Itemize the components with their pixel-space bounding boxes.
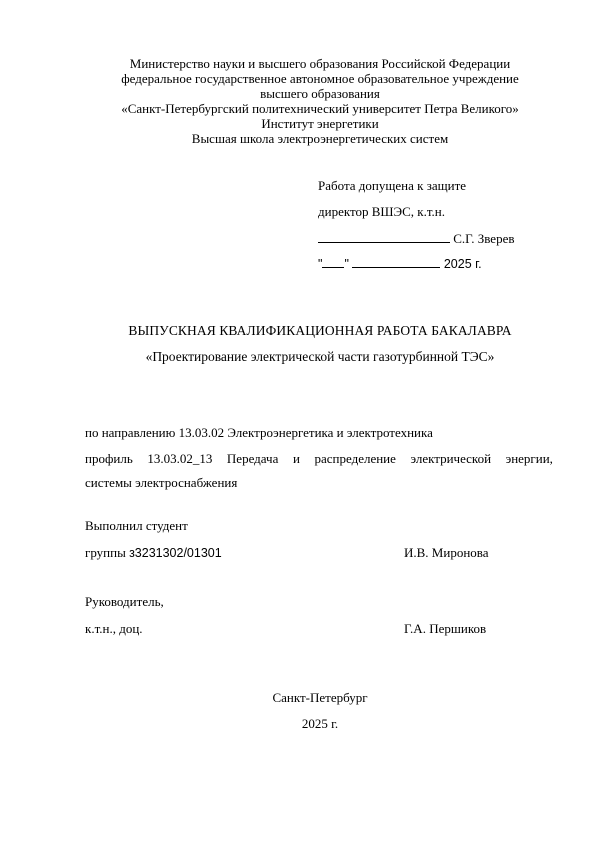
supervisor-degree: к.т.н., доц. <box>85 621 143 636</box>
supervisor-name: Г.А. Першиков <box>404 621 487 636</box>
institute-line: Институт энергетики <box>261 116 379 131</box>
institution-type-line: федеральное государственное автономное образовательное учреждение <box>121 71 519 86</box>
signature-blank-line <box>318 230 450 243</box>
approval-date-row <box>318 255 514 272</box>
student-group-row <box>85 545 553 560</box>
thesis-title-block <box>0 323 595 365</box>
profile-word: 13.03.02_13 <box>147 451 213 466</box>
footer-year: 2025 г. <box>301 716 339 731</box>
month-blank-line <box>352 255 440 268</box>
thesis-type-title: ВЫПУСКНАЯ КВАЛИФИКАЦИОННАЯ РАБОТА БАКАЛАВРА <box>128 323 512 338</box>
approval-year: 2025 г. <box>443 257 482 271</box>
date-quote-open: " <box>318 257 323 271</box>
profile-line <box>85 451 553 466</box>
education-level-line: высшего образования <box>260 86 380 101</box>
student-name: И.В. Миронова <box>404 545 489 560</box>
admitted-to-defense: Работа допущена к защите <box>318 178 467 193</box>
profile-word: электрической <box>410 451 492 466</box>
document-footer <box>0 690 595 731</box>
profile-word: энергии, <box>505 451 553 466</box>
thesis-topic: «Проектирование электрической части газотурбинной ТЭС» <box>145 349 495 364</box>
ministry-line: Министерство науки и высшего образования Российской Федерации <box>129 56 511 71</box>
supervisor-degree-row <box>85 621 553 636</box>
approval-block <box>318 178 514 283</box>
profile-word: и <box>292 451 300 466</box>
profile-word: распределение <box>314 451 396 466</box>
supervisor-label: Руководитель, <box>85 594 164 609</box>
group-label: группы <box>85 545 130 560</box>
university-name-line: «Санкт-Петербургский политехнический университет Петра Великого» <box>121 101 519 116</box>
profile-word: профиль <box>85 451 133 466</box>
student-label: Выполнил студент <box>85 518 188 533</box>
director-signature-row <box>318 230 514 246</box>
day-blank-line <box>322 255 344 268</box>
supervisor-signature-block <box>85 594 553 636</box>
student-signature-block <box>85 518 553 560</box>
direction-block <box>85 425 553 490</box>
date-quote-close: " <box>344 257 349 271</box>
school-line: Высшая школа электроэнергетических систем <box>191 131 449 146</box>
director-name: С.Г. Зверев <box>453 231 515 246</box>
city: Санкт-Петербург <box>272 690 368 705</box>
profile-continuation-line: системы электроснабжения <box>85 475 238 490</box>
direction-line: по направлению 13.03.02 Электроэнергетика и электротехника <box>85 425 433 440</box>
institution-header <box>0 56 595 146</box>
director-position: директор ВШЭС, к.т.н. <box>318 204 446 219</box>
profile-word: Передача <box>226 451 279 466</box>
group-number: з3231302/01301 <box>129 546 222 560</box>
